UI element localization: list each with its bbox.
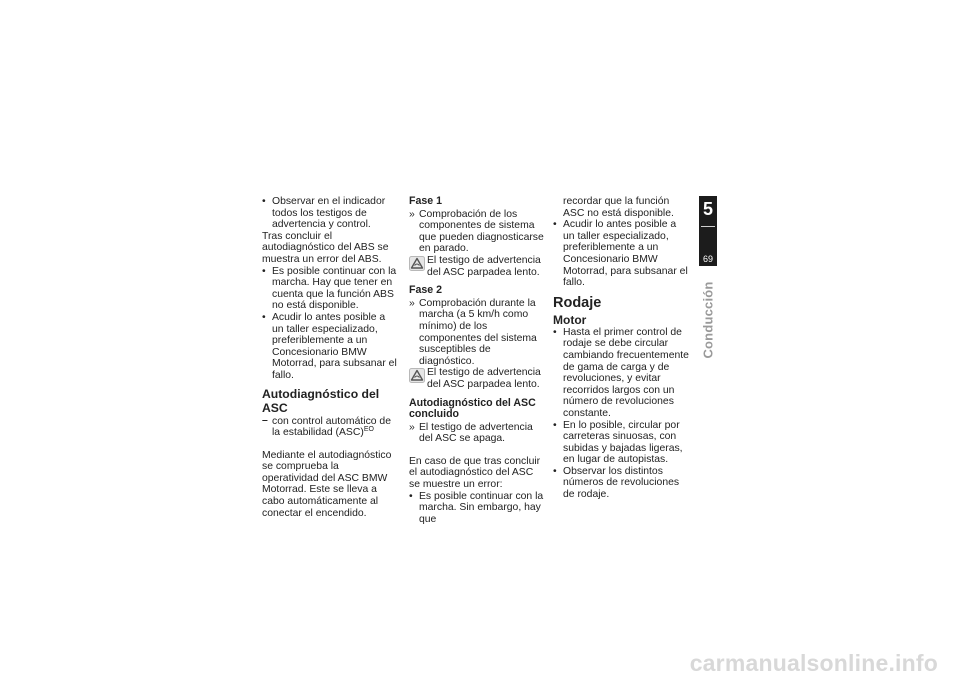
column-3 [553,196,689,501]
paragraph: Mediante el autodiagnóstico se comprueba la operatividad del ASC BMW Motorrad. Este se lleva a cabo automáticamente al conectar el encendido. [262,449,392,519]
section-title: Conducción [700,281,716,359]
page-number: 69 [702,254,713,264]
watermark: carmanualsonline.info [689,650,938,676]
heading-rodaje: Rodaje [553,294,602,311]
paragraph: En caso de que tras concluir el autodiagnóstico del ASC se muestre un error: [409,455,541,491]
equipment-note-sup: EO [363,426,374,434]
chapter-divider [701,226,715,227]
warning-note [409,255,545,278]
continued-text: recordar que la función ASC no está disponible. [563,196,674,219]
heading-asc-concluded: Autodiagnóstico del ASC concluido [409,396,536,421]
list-item: • Acudir lo antes posible a un taller especializado, preferiblemente a un Concesionario BMW Motorrad, para subsanar el fallo. [553,219,689,289]
heading-phase-1: Fase 1 [409,195,442,207]
column-1 [262,196,398,519]
asc-warning-triangle-icon [409,256,425,271]
equipment-note [262,416,398,439]
step-item: » Comprobación de los componentes de sistema que pueden diagnosticarse en parado. [409,209,545,255]
step-item: » El testigo de advertencia del ASC se apaga. [409,422,545,445]
list-item: • Acudir lo antes posible a un taller especializado, preferiblemente a un Concesionario BMW Motorrad, para subsanar el fallo. [262,312,398,382]
step-item: » Comprobación durante la marcha (a 5 km/h como mínimo) de los componentes del sistema susceptibles de diagnóstico. [409,298,545,368]
asc-warning-triangle-icon [409,368,425,383]
column-2 [409,196,545,525]
heading-phase-2: Fase 2 [409,284,442,297]
equipment-note-text: con control automático de la estabilidad (ASC) [272,415,391,439]
heading-motor: Motor [553,312,587,327]
list-item-continued [553,196,689,219]
list-item: • En lo posible, circular por carreteras sinuosas, con subidas y bajadas ligeras, en lugar de autopistas. [553,420,689,466]
paragraph: Tras concluir el autodiagnóstico del ABS se muestra un error del ABS. [262,230,389,265]
warning-note [409,367,545,390]
warning-text: El testigo de advertencia del ASC parpadea lento. [427,254,541,278]
chapter-number: 5 [702,199,713,219]
list-item: • Observar en el indicador todos los testigos de advertencia y control. [262,196,398,231]
heading-asc-self-diagnosis: Autodiagnóstico del ASC [262,386,380,415]
warning-text: El testigo de advertencia del ASC parpadea lento. [427,367,541,390]
list-item: • Es posible continuar con la marcha. Hay que tener en cuenta que la función ABS no está disponible. [262,266,398,312]
list-item: • Observar los distintos números de revoluciones de rodaje. [553,466,689,501]
list-item: • Hasta el primer control de rodaje se debe circular cambiando frecuentemente de gama de carga y de revoluciones, y evitar recorridos largos con un número de revoluciones constante. [553,327,689,420]
list-item: • Es posible continuar con la marcha. Sin embargo, hay que [409,491,545,526]
